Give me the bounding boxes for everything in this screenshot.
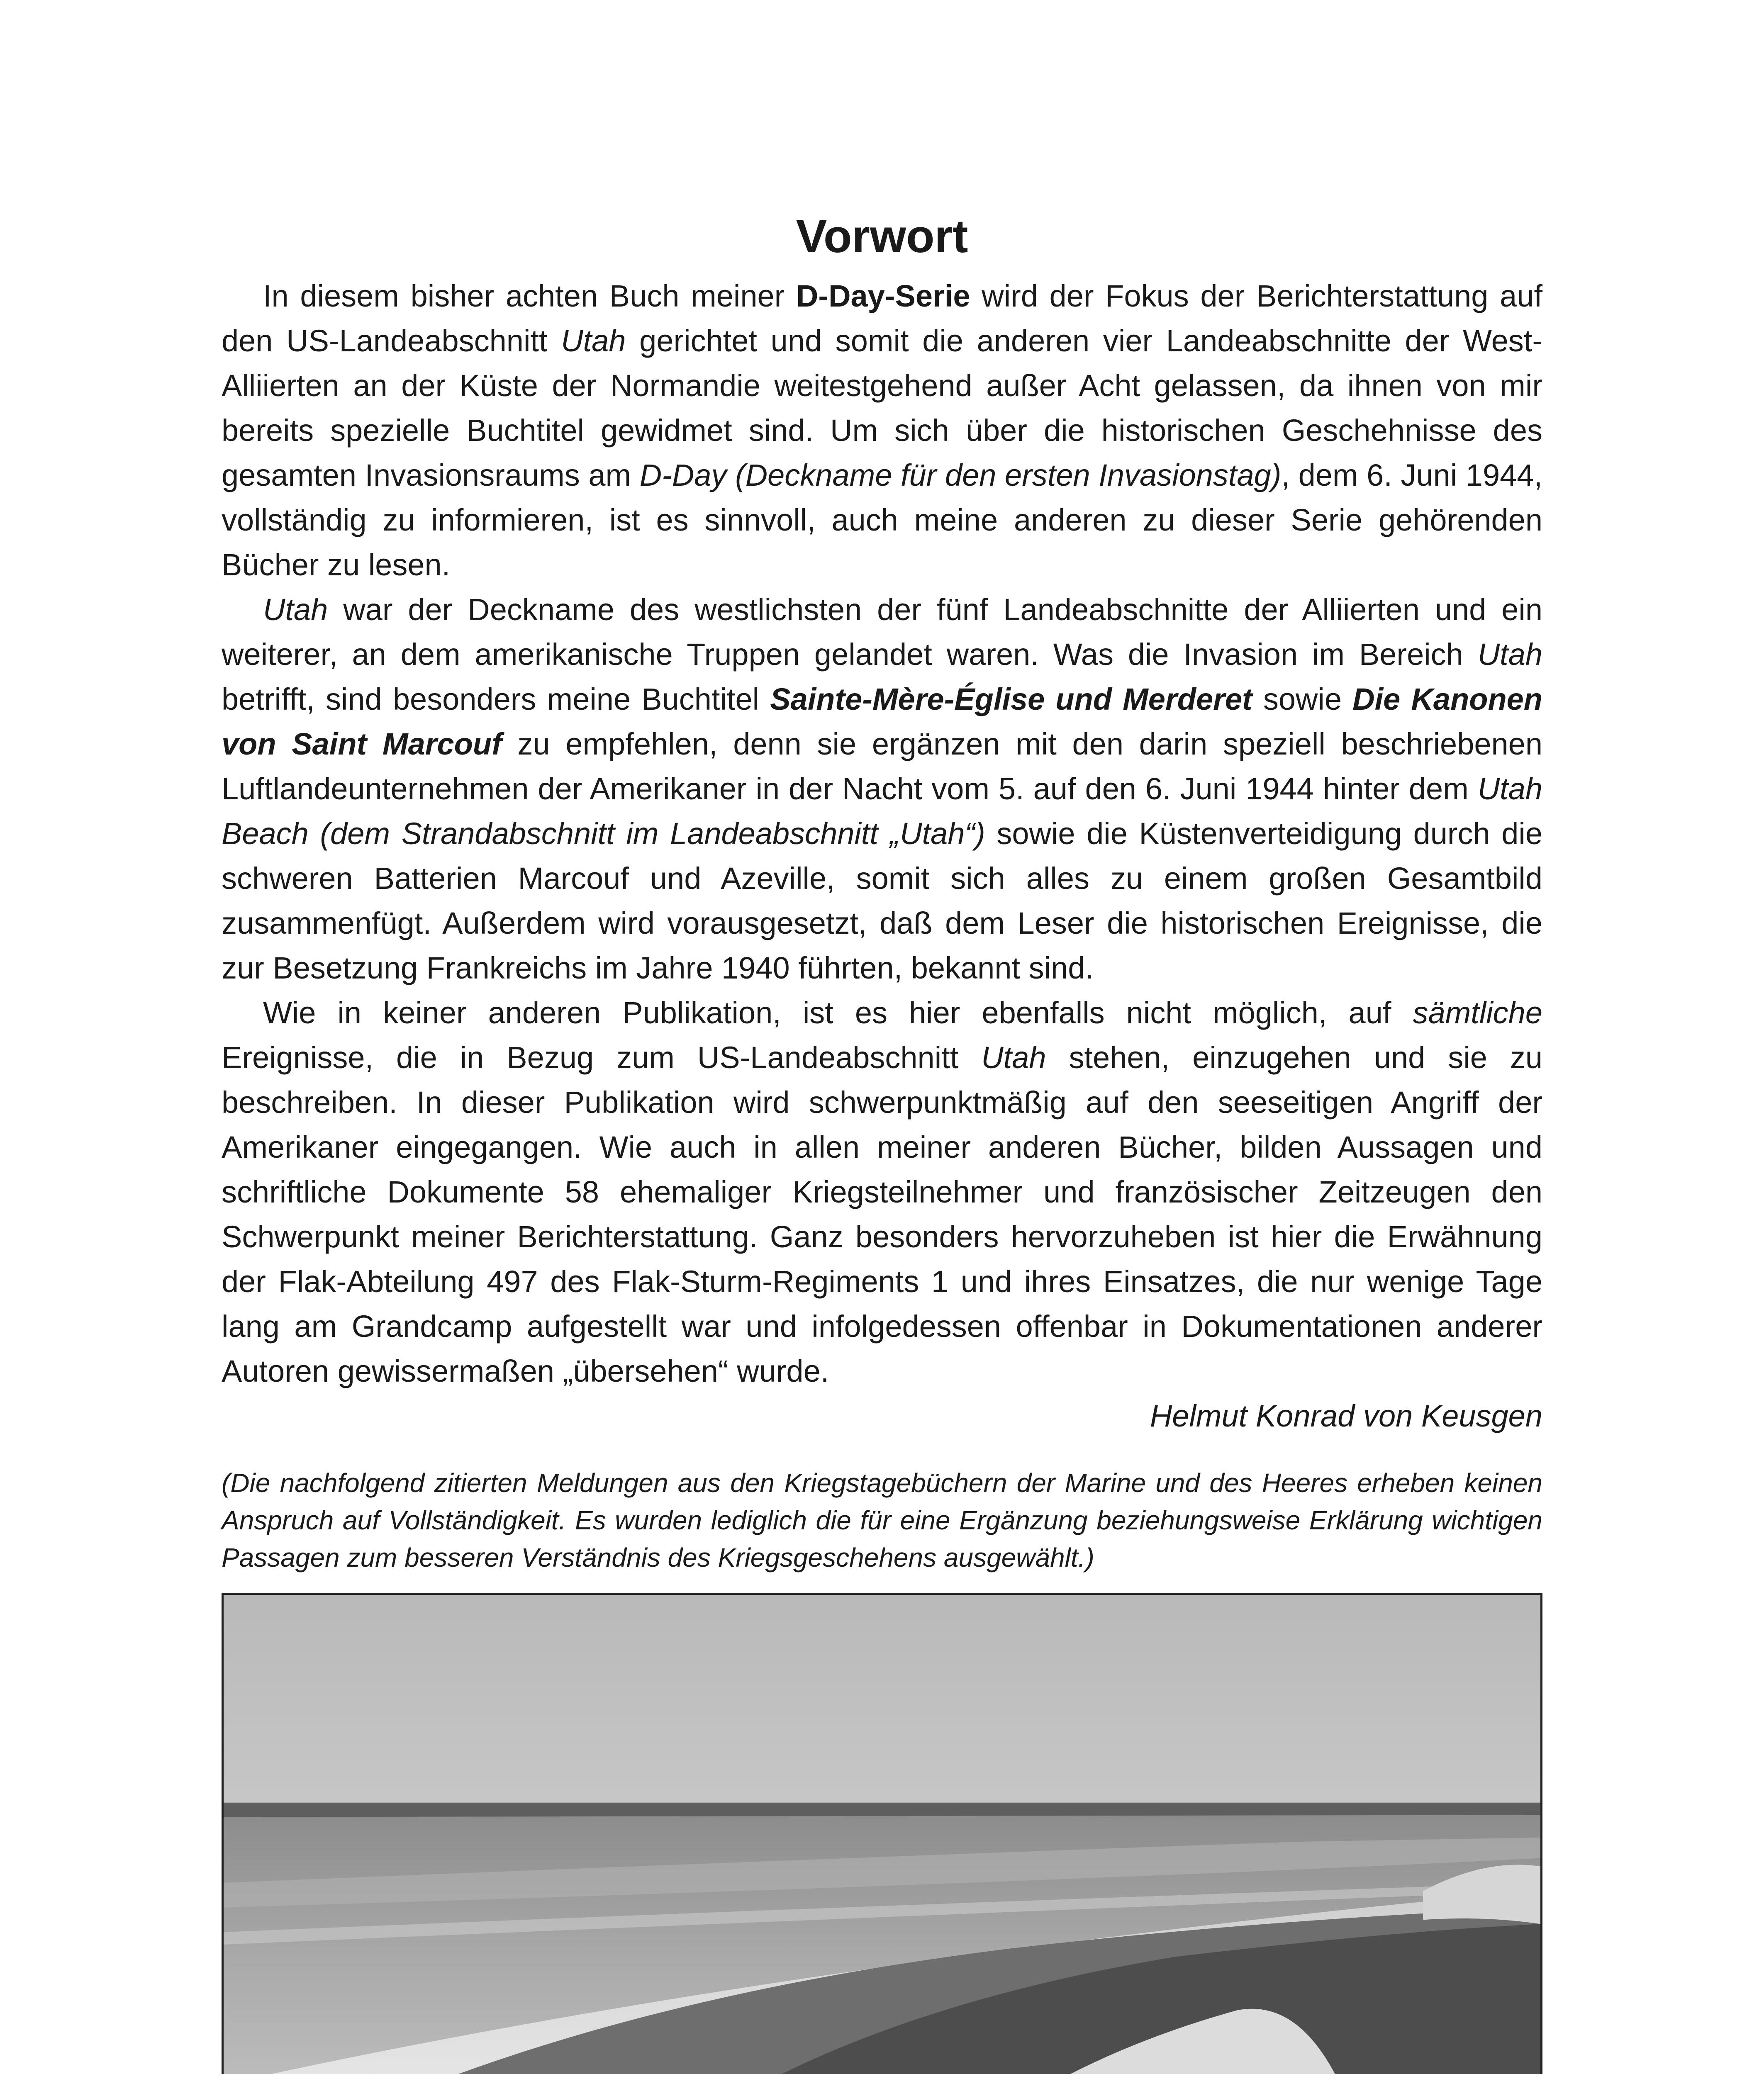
emphasis-text: Die Kanonen von Saint Marcouf [222, 682, 1542, 761]
emphasis-text: Utah [561, 324, 626, 358]
emphasis-text: sämtliche [1413, 996, 1542, 1030]
page-title: Vorwort [796, 210, 968, 263]
emphasis-text: Utah [981, 1040, 1046, 1075]
emphasis-text: Utah Beach (dem Strandabschnitt im Landeabschnitt „Utah“) [222, 772, 1542, 851]
disclaimer-note: (Die nachfolgend zitierten Meldungen aus den Kriegstagebüchern der Marine und des Heeres erheben keinen Anspruch auf Vollständigkeit. Es wurden lediglich die für eine Ergänzung beziehungsweise Erklärung wichtigen Passagen zum besseren Verständnis des Kriegsgeschehens ausgewählt.) [222, 1468, 1542, 1573]
emphasis-text: Utah [1477, 637, 1542, 672]
beach-photo-image [224, 1595, 1540, 2074]
paragraph-2: Utah war der Deckname des westlichsten der fünf Landeabschnitte der Alliierten und ein weiterer, an dem amerikanische Truppen gelandet waren. Was die Invasion im Bereich Utah betrifft, sind besonders meine Buchtitel Sainte-Mère-Église und Merderet sowie Die Kanonen von Saint Marcouf zu empfehlen, denn sie ergänzen mit den darin speziell beschriebenen Luftlandeunternehmen der Amerikaner in der Nacht vom 5. auf den 6. Juni 1944 hinter dem Utah Beach (dem Strandabschnitt im Landeabschnitt „Utah“) sowie die Küstenverteidigung durch die schweren Batterien Marcouf und Azeville, somit sich alles zu einem großen Gesamtbild zusammenfügt. Außerdem wird vorausgesetzt, daß dem Leser die historischen Ereignisse, die zur Besetzung Frankreichs im Jahre 1940 führten, bekannt sind. [222, 592, 1543, 985]
emphasis-text: Sainte-Mère-Église und Merderet [770, 682, 1252, 716]
emphasis-text: D-Day-Serie [796, 279, 970, 313]
paragraph-1: In diesem bisher achten Buch meiner D-Day-Serie wird der Fokus der Berichterstattung auf den US-Landeabschnitt Utah gerichtet und somit die anderen vier Landeabschnitte der West-Alliierten an der Küste der Normandie weitestgehend außer Acht gelassen, da ihnen von mir bereits spezielle Buchtitel gewidmet sind. Um sich über die historischen Geschehnisse des gesamten Invasionsraums am D-Day (Deckname für den ersten Invasionstag), dem 6. Juni 1944, vollständig zu informieren, ist es sinnvoll, auch meine anderen zu dieser Serie gehörenden Bücher zu lesen. [222, 279, 1543, 582]
foreword-body [222, 274, 1542, 1439]
emphasis-text: Utah [263, 592, 328, 627]
emphasis-text: D-Day (Deckname für den ersten Invasionstag) [639, 458, 1282, 492]
beach-photo [222, 1593, 1542, 2074]
author-signature: Helmut Konrad von Keusgen [1150, 1399, 1542, 1433]
paragraph-3: Wie in keiner anderen Publikation, ist es hier ebenfalls nicht möglich, auf sämtliche Ereignisse, die in Bezug zum US-Landeabschnitt Utah stehen, einzugehen und sie zu beschreiben. In dieser Publikation wird schwerpunktmäßig auf den seeseitigen Angriff der Amerikaner eingegangen. Wie auch in allen meiner anderen Bücher, bilden Aussagen und schriftliche Dokumente 58 ehemaliger Kriegsteilnehmer und französischer Zeitzeugen den Schwerpunkt meiner Berichterstattung. Ganz besonders hervorzuheben ist hier die Erwähnung der Flak-Abteilung 497 des Flak-Sturm-Regiments 1 und ihres Einsatzes, die nur wenige Tage lang am Grandcamp aufgestellt war und infolgedessen offenbar in Dokumentationen anderer Autoren gewissermaßen „übersehen“ wurde. [222, 996, 1542, 1388]
